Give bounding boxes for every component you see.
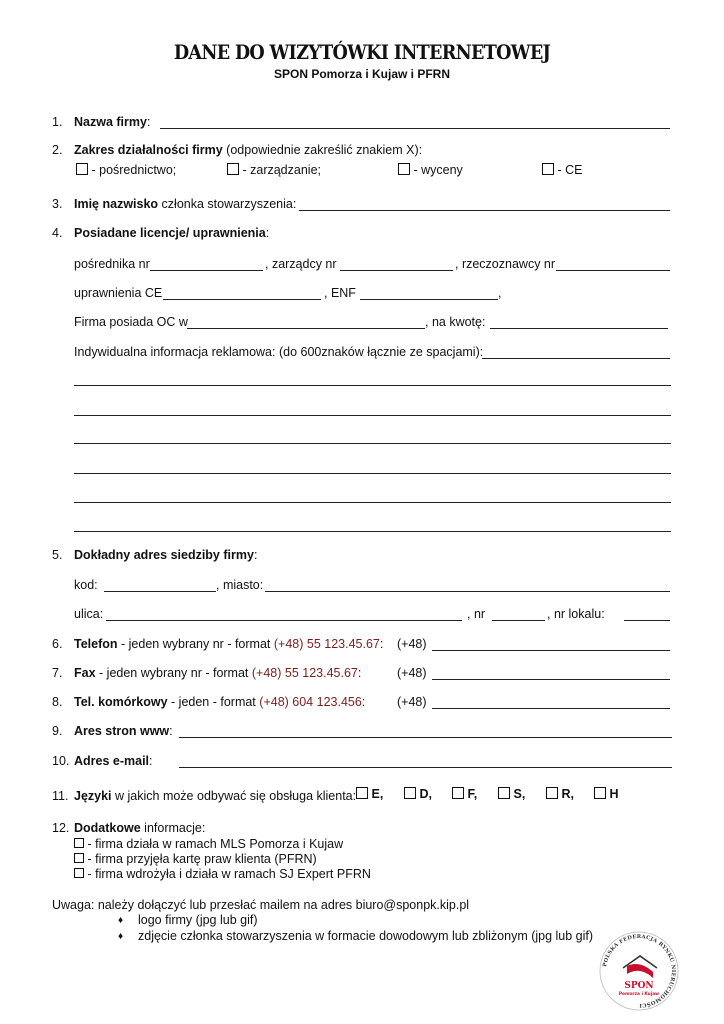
additional-hint: informacje: <box>144 821 206 835</box>
flat-no-field[interactable] <box>624 620 670 621</box>
street-field[interactable] <box>106 620 462 621</box>
email-field[interactable] <box>179 767 672 768</box>
spon-logo <box>598 930 680 1012</box>
languages-hint: w jakich może odbywać się obsługa klienta: <box>115 789 357 803</box>
colon: : <box>169 724 173 738</box>
checkbox-zarzadzanie[interactable] <box>227 163 239 175</box>
ad-info-field[interactable] <box>482 358 670 359</box>
phone-hint: - jeden wybrany nr - format <box>121 637 271 651</box>
colon: : <box>357 666 362 680</box>
additional-label: - firma wdrożyła i działa w ramach SJ Expert PFRN <box>87 867 371 881</box>
licenses-row-3 <box>0 315 724 333</box>
label-fax: Fax <box>74 666 96 680</box>
lang-label: D, <box>419 787 432 801</box>
checkbox-lang-e[interactable] <box>356 787 368 799</box>
address-row-2 <box>0 607 724 625</box>
postcode-field[interactable] <box>104 591 216 592</box>
phone-prefix: (+48) <box>397 637 427 651</box>
bullet-icon: ♦ <box>118 915 124 926</box>
colon: : <box>146 115 151 129</box>
label-appraiser-no: , rzeczoznawcy nr <box>455 257 556 271</box>
phone-format: (+48) 55 123.45.67 <box>273 637 380 651</box>
item-number: 1. <box>52 115 63 129</box>
item-number: 4. <box>52 226 63 240</box>
label-oc-amount: , na kwotę: <box>425 315 486 329</box>
section-address <box>0 548 724 566</box>
checkbox-mls[interactable] <box>74 838 84 848</box>
section-business-scope <box>0 143 724 161</box>
enf-field[interactable] <box>360 299 498 300</box>
ad-info-line[interactable] <box>74 415 671 416</box>
ad-info-line[interactable] <box>74 385 671 386</box>
city-field[interactable] <box>265 591 670 592</box>
option-label: - CE <box>557 163 583 177</box>
label-ad-info: Indywidualna informacja reklamowa: (do 600znaków łącznie ze spacjami): <box>74 345 484 359</box>
label-languages: Języki <box>74 789 112 803</box>
section-company-name <box>0 115 724 133</box>
colon: : <box>265 226 270 240</box>
section-phone <box>0 637 724 655</box>
label-house-no: , nr <box>467 607 486 621</box>
checkbox-posrednictwo[interactable] <box>76 163 88 175</box>
appraiser-no-field[interactable] <box>556 270 670 271</box>
option-label: - wyceny <box>413 163 463 177</box>
label-postcode: kod: <box>74 578 98 592</box>
label-enf: , ENF <box>324 286 356 300</box>
page-title: DANE DO WIZYTÓWKI INTERNETOWEJ <box>173 40 551 64</box>
section-member-name <box>0 197 724 215</box>
licenses-row-1 <box>0 257 724 275</box>
label-manager-no: , zarządcy nr <box>265 257 337 271</box>
note-bullet-text: zdjęcie członka stowarzyszenia w formacie dowodowym lub zbliżonym (jpg lub gif) <box>138 929 594 943</box>
ad-info-line[interactable] <box>74 531 671 532</box>
ce-field[interactable] <box>163 299 321 300</box>
label-oc-insurer: Firma posiada OC w <box>74 315 188 329</box>
licenses-row-4 <box>0 345 724 363</box>
oc-insurer-field[interactable] <box>187 328 425 329</box>
logo-region: Pomorza i Kujaw <box>618 992 660 997</box>
item-number: 5. <box>52 548 63 562</box>
ad-info-line[interactable] <box>74 473 671 474</box>
item-number: 2. <box>52 143 63 157</box>
lang-label: F, <box>467 787 478 801</box>
item-number: 10. <box>52 754 70 768</box>
business-scope-hint: (odpowiednie zakreślić znakiem X): <box>226 143 423 157</box>
checkbox-sj-expert[interactable] <box>74 868 84 878</box>
fax-field[interactable] <box>432 679 670 680</box>
fax-format: (+48) 55 123.45.67 <box>251 666 358 680</box>
checkbox-ce[interactable] <box>542 163 554 175</box>
logo-ring-text: POLSKA FEDERACJA RYNKU NIERUCHOMOŚCI <box>602 933 677 1009</box>
label-phone: Telefon <box>74 637 118 651</box>
phone-field[interactable] <box>432 650 670 651</box>
note-bullet-text: logo firmy (jpg lub gif) <box>138 913 258 927</box>
licenses-row-2 <box>0 286 724 304</box>
label-business-scope: Zakres działalności firmy <box>74 143 223 157</box>
bullet-icon: ♦ <box>118 931 124 942</box>
label-ce: uprawnienia CE <box>74 286 163 300</box>
oc-amount-field[interactable] <box>490 328 668 329</box>
address-row-1 <box>0 578 724 596</box>
manager-no-field[interactable] <box>340 270 453 271</box>
label-mobile: Tel. komórkowy <box>74 695 168 709</box>
fax-hint: - jeden wybrany nr - format <box>99 666 249 680</box>
item-number: 11. <box>52 789 69 803</box>
section-website <box>0 724 724 742</box>
section-licenses <box>0 226 724 244</box>
lang-label: S, <box>513 787 526 801</box>
item-number: 9. <box>52 724 63 738</box>
logo-ring <box>600 932 678 1010</box>
comma: , <box>498 286 502 300</box>
label-agent-no: pośrednika nr <box>74 257 150 271</box>
option-label: - zarządzanie; <box>242 163 321 177</box>
item-number: 3. <box>52 197 63 211</box>
additional-label: - firma przyjęła kartę praw klienta (PFRN) <box>87 852 317 866</box>
item-number: 12. <box>52 821 70 835</box>
member-name-rest: członka stowarzyszenia: <box>161 197 297 211</box>
additional-option <box>0 867 724 885</box>
colon: : <box>361 695 366 709</box>
label-additional: Dodatkowe <box>74 821 141 835</box>
label-address: Dokładny adres siedziby firmy <box>74 548 254 562</box>
checkbox-client-rights[interactable] <box>74 853 84 863</box>
page-subtitle: SPON Pomorza i Kujaw i PFRN <box>273 67 451 81</box>
lang-label: H <box>609 787 619 801</box>
label-licenses: Posiadane licencje/ uprawnienia <box>74 226 266 240</box>
item-number: 8. <box>52 695 63 709</box>
checkbox-lang-d[interactable] <box>404 787 416 799</box>
colon: : <box>149 754 153 768</box>
section-mobile <box>0 695 724 713</box>
checkbox-lang-f[interactable] <box>452 787 464 799</box>
mobile-field[interactable] <box>432 708 670 709</box>
checkbox-lang-h[interactable] <box>594 787 606 799</box>
lang-label: R, <box>561 787 574 801</box>
business-scope-options <box>0 163 724 181</box>
ad-info-line[interactable] <box>74 502 671 503</box>
item-number: 7. <box>52 666 63 680</box>
additional-label: - firma działa w ramach MLS Pomorza i Kujaw <box>87 837 344 851</box>
note-text: Uwaga: należy dołączyć lub przesłać mailem na adres biuro@sponpk.kip.pl <box>52 898 470 912</box>
mobile-prefix: (+48) <box>397 695 427 709</box>
label-email: Adres e-mail <box>74 754 150 768</box>
member-name-field[interactable] <box>299 210 670 211</box>
label-website: Ares stron www <box>74 724 170 738</box>
checkbox-lang-r[interactable] <box>546 787 558 799</box>
section-email <box>0 754 724 772</box>
fax-prefix: (+48) <box>397 666 427 680</box>
option-label: - pośrednictwo; <box>91 163 177 177</box>
colon: : <box>379 637 384 651</box>
logo-brand: SPON <box>624 981 654 991</box>
website-field[interactable] <box>179 737 672 738</box>
checkbox-wyceny[interactable] <box>398 163 410 175</box>
label-street: ulica: <box>74 607 104 621</box>
agent-no-field[interactable] <box>150 270 263 271</box>
label-flat-no: , nr lokalu: <box>547 607 605 621</box>
label-city: , miasto: <box>216 578 264 592</box>
section-languages <box>0 789 724 807</box>
house-no-field[interactable] <box>492 620 545 621</box>
label-company-name: Nazwa firmy <box>74 115 147 129</box>
colon: : <box>253 548 258 562</box>
item-number: 6. <box>52 637 63 651</box>
label-member-name: Imię nazwisko <box>74 197 159 211</box>
mobile-hint: - jeden - format <box>171 695 256 709</box>
section-fax <box>0 666 724 684</box>
mobile-format: (+48) 604 123.456 <box>259 695 362 709</box>
ad-info-line[interactable] <box>74 443 671 444</box>
checkbox-lang-s[interactable] <box>498 787 510 799</box>
lang-label: E, <box>371 787 384 801</box>
company-name-field[interactable] <box>160 128 670 129</box>
